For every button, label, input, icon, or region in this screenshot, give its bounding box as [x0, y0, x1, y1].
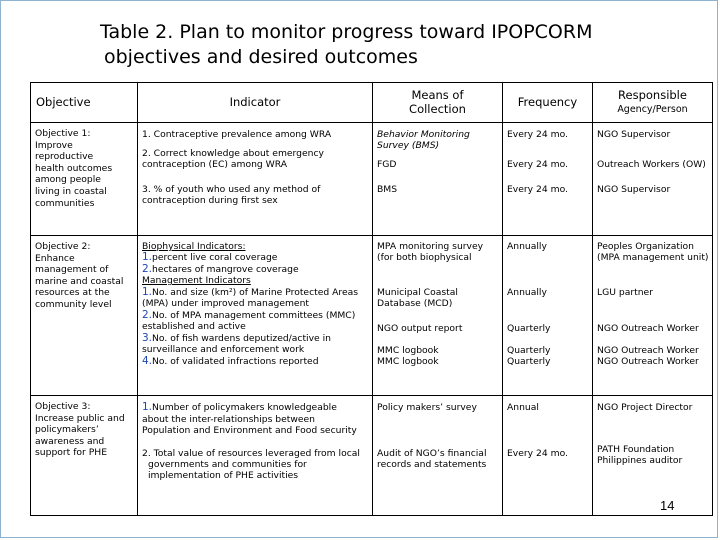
- objective-text-line: communities: [35, 197, 95, 209]
- objective-text-line: resources at the: [35, 287, 110, 299]
- indicator-cell: 1. Contraceptive prevalence among WRA 2. Correct knowledge about emergency contraception (EC) among WRA 3. % of youth who used any method of contraception during first sex: [138, 123, 373, 236]
- frequency-cell: Annual Every 24 mo.: [503, 396, 593, 516]
- objective-text-line: awareness and: [35, 435, 105, 447]
- header-row: [31, 83, 713, 123]
- table-row: [31, 236, 713, 396]
- responsible-cell: NGO Supervisor Outreach Workers (OW) NGO Supervisor: [593, 123, 713, 236]
- header-means-of-collection: Means of Collection: [373, 83, 503, 123]
- page-number: 14: [660, 498, 675, 513]
- page-title: [100, 20, 700, 70]
- frequency-cell: Every 24 mo. Every 24 mo. Every 24 mo.: [503, 123, 593, 236]
- objective-text-line: management of: [35, 264, 109, 276]
- objective-cell: [31, 123, 138, 236]
- means-cell: Behavior Monitoring Survey (BMS) FGD BMS: [373, 123, 503, 236]
- objective-text-line: reproductive: [35, 151, 94, 163]
- header-frequency: Frequency: [503, 83, 593, 123]
- objective-text-line: Objective 3:: [35, 401, 91, 412]
- title-line-1: Table 2. Plan to monitor progress toward IPOPCORM: [100, 21, 593, 43]
- header-objective: Objective: [31, 83, 138, 123]
- monitoring-table: [30, 82, 713, 516]
- objective-text-line: living in coastal: [35, 185, 107, 197]
- means-cell: Policy makers’ survey Audit of NGO’s financial records and statements: [373, 396, 503, 516]
- objective-text-line: policymakers’: [35, 424, 99, 436]
- objective-text-line: community level: [35, 298, 112, 310]
- table-row: [31, 396, 713, 516]
- objective-text-line: Increase public and: [35, 412, 125, 424]
- objective-text-line: among people: [35, 174, 101, 186]
- objective-text-line: Improve: [35, 139, 73, 151]
- monitoring-table-wrapper: [30, 82, 712, 515]
- indicator-cell: 1.Number of policymakers knowledgeable about the inter-relationships between Population and Environment and Food security 2. Total value of resources leveraged from local governments and communities for implementation of PHE activities: [138, 396, 373, 516]
- table-row: [31, 123, 713, 236]
- responsible-cell: NGO Project Director PATH Foundation Philippines auditor: [593, 396, 713, 516]
- indicator-cell: Biophysical Indicators: 1.percent live coral coverage 2.hectares of mangrove coverage Management Indicators 1.No. and size (km²) of Marine Protected Areas (MPA) under improved management 2.No. of MPA management committees (MMC) established and active 3.No. of fish wardens deputized/active in surveillance and enforcement work 4.No. of validated infractions reported: [138, 236, 373, 396]
- objective-cell: [31, 396, 138, 516]
- objective-text-line: support for PHE: [35, 447, 108, 459]
- objective-text-line: health outcomes: [35, 162, 113, 174]
- means-cell: MPA monitoring survey (for both biophysical Municipal Coastal Database (MCD) NGO output report MMC logbook MMC logbook: [373, 236, 503, 396]
- header-responsible: Responsible Agency/Person: [593, 83, 713, 123]
- title-line-2: objectives and desired outcomes: [104, 46, 418, 68]
- frequency-cell: Annually Annually Quarterly Quarterly Quarterly: [503, 236, 593, 396]
- objective-text-line: Objective 2:: [35, 241, 91, 252]
- objective-text-line: Objective 1:: [35, 128, 91, 139]
- objective-cell: [31, 236, 138, 396]
- header-indicator: Indicator: [138, 83, 373, 123]
- responsible-cell: Peoples Organization (MPA management unit) LGU partner NGO Outreach Worker NGO Outreach Worker NGO Outreach Worker: [593, 236, 713, 396]
- objective-text-line: marine and coastal: [35, 275, 124, 287]
- objective-text-line: Enhance: [35, 252, 75, 264]
